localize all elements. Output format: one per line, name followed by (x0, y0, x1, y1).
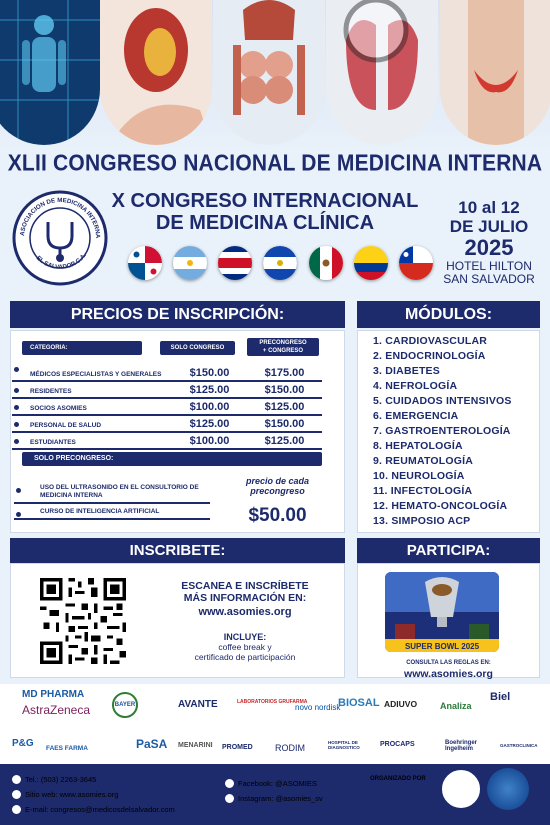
registration-qr-code[interactable] (37, 575, 129, 667)
asomies-seal-logo (12, 190, 108, 286)
modules-heading: MÓDULOS: (357, 301, 540, 328)
includes-block (150, 632, 340, 662)
argentina-flag (173, 246, 207, 280)
sponsor-logo: GASTROCLINICA (500, 743, 538, 748)
price-pre: $150.00 (264, 384, 305, 396)
bullet-icon (16, 512, 21, 517)
sponsor-logo: AVANTE (178, 699, 218, 710)
sponsor-logo: AstraZeneca (22, 703, 91, 717)
venue-hotel: HOTEL HILTON (446, 259, 532, 273)
column-header-category: CATEGORIA: (22, 341, 142, 355)
module-item: 6. EMERGENCIA (373, 410, 459, 422)
scan-line-1: ESCANEA E INSCRÍBETE (181, 580, 309, 592)
module-item: 3. DIABETES (373, 365, 440, 377)
footer-website[interactable] (12, 790, 118, 799)
date-days: 10 al 12 (458, 198, 520, 217)
bullet-icon (16, 488, 21, 493)
price-row (12, 417, 322, 433)
costa-rica-flag (218, 246, 252, 280)
kidney-image (100, 0, 212, 145)
header-photo-strip (0, 0, 550, 150)
price-pre: $175.00 (264, 367, 305, 379)
svg-text:EL SALVADOR C.A.: EL SALVADOR C.A. (34, 252, 88, 271)
register-url-link[interactable]: www.asomies.org (198, 606, 292, 618)
footer-instagram[interactable] (225, 794, 323, 803)
sponsors-strip (0, 684, 550, 764)
footer-phone (12, 775, 96, 784)
module-item: 5. CUIDADOS INTENSIVOS (373, 395, 512, 407)
column-header-solo: SOLO CONGRESO (160, 341, 235, 355)
precongress-price-note (215, 476, 340, 496)
footer-instagram-text: Instagram: @asomies_sv (238, 794, 323, 803)
footer-email[interactable] (12, 805, 175, 814)
bullet-icon (14, 405, 19, 410)
module-item: 4. NEFROLOGÍA (373, 380, 458, 392)
sponsor-logo: Biel (490, 691, 511, 703)
scan-instructions (150, 580, 340, 618)
price-solo: $125.00 (189, 418, 230, 430)
includes-line-2: certificado de participación (194, 652, 296, 662)
bullet-icon (14, 367, 19, 372)
price-row (12, 383, 322, 399)
precongress-item-label: CURSO DE INTELIGENCIA ARTIFICIAL (40, 508, 160, 515)
subtitle-line-2: DE MEDICINA CLÍNICA (155, 212, 375, 234)
phone-icon (12, 775, 21, 784)
sponsor-logo: PaSA (136, 737, 168, 751)
el-salvador-flag (263, 246, 297, 280)
price-solo: $100.00 (189, 435, 230, 447)
rules-url-link[interactable]: www.asomies.org (404, 668, 493, 680)
facebook-icon (225, 779, 234, 788)
precongress-item-label: USO DEL ULTRASONIDO EN EL CONSULTORIO DE MEDICINA INTERNA (40, 484, 199, 499)
module-item: 11. INFECTOLOGÍA (373, 485, 473, 497)
footer-website-text: Sitio web: www.asomies.org (25, 790, 119, 799)
subtitle-line-1: X CONGRESO INTERNACIONAL (111, 190, 419, 212)
congress-title: XLII CONGRESO NACIONAL DE MEDICINA INTERNA (7, 150, 543, 177)
organized-by-label: ORGANIZADO POR (370, 776, 426, 782)
price-pre: $150.00 (264, 418, 305, 430)
module-item: 13. SIMPOSIO ACP (373, 515, 471, 527)
footer-email-text: E-mail: congresos@medicosdelsalvador.com (25, 805, 175, 814)
sponsor-logo: RODIM (275, 743, 305, 753)
bullet-icon (14, 388, 19, 393)
sponsor-logo: novo nordisk (295, 703, 341, 712)
globe-icon (12, 790, 21, 799)
partner-globe-logo (487, 768, 529, 810)
event-date-venue (436, 198, 542, 286)
module-item: 8. HEPATOLOGÍA (373, 440, 463, 452)
venue-city: SAN SALVADOR (443, 272, 535, 286)
includes-title: INCLUYE: (223, 632, 267, 642)
footer-facebook-text: Facebook: @ASOMIES (238, 779, 317, 788)
precongress-price: $50.00 (248, 505, 307, 526)
super-bowl-image (385, 572, 499, 652)
price-row (12, 400, 322, 416)
price-row (12, 362, 322, 382)
module-item: 9. REUMATOLOGÍA (373, 455, 474, 467)
column-header-pre-line-2: + CONGRESO (262, 348, 304, 354)
sponsor-logo: Boehringer Ingelheim (445, 740, 478, 752)
price-solo: $100.00 (189, 401, 230, 413)
country-flags (128, 246, 433, 282)
scan-line-2: MÁS INFORMACIÓN EN: (183, 592, 307, 604)
panama-flag (128, 246, 162, 280)
module-item: 7. GASTROENTEROLOGÍA (373, 425, 511, 437)
date-month: DE JULIO (449, 217, 529, 236)
sponsor-logo: PROCAPS (380, 741, 415, 748)
module-item: 10. NEUROLOGÍA (373, 470, 465, 482)
sponsor-logo: HOSPITAL DE DIAGNOSTICO (328, 740, 360, 750)
module-item: 1. CARDIOVASCULAR (373, 335, 488, 347)
sponsor-logo: PROMED (222, 744, 253, 751)
price-category: RESIDENTES (30, 388, 72, 395)
bullet-icon (14, 422, 19, 427)
rules-caption: CONSULTA LAS REGLAS EN: (406, 660, 491, 666)
precongress-item (14, 484, 210, 504)
price-solo: $125.00 (189, 384, 230, 396)
register-heading: INSCRIBETE: (10, 538, 345, 563)
intestines-image (213, 0, 325, 145)
price-category: SOCIOS ASOMIES (30, 405, 87, 412)
sponsor-logo: FAES FARMA (46, 745, 88, 752)
sponsor-logo: MENARINI (178, 742, 213, 749)
precongress-item (14, 508, 210, 520)
column-header-pre (247, 338, 319, 356)
only-precongress-header: SOLO PRECONGRESO: (22, 452, 322, 466)
price-category: ESTUDIANTES (30, 439, 76, 446)
sponsor-logo: LABORATORIOS GRUFARMA (237, 699, 308, 705)
sponsor-logo: BIOSAL (338, 697, 380, 709)
price-pre: $125.00 (264, 435, 305, 447)
thyroid-neck-image (440, 0, 550, 145)
sponsor-logo: BAYER (112, 692, 138, 718)
super-bowl-label: SUPER BOWL 2025 (404, 642, 480, 651)
colombia-flag (354, 246, 388, 280)
sponsor-logo: P&G (12, 738, 34, 749)
sponsor-logo: Analiza (440, 701, 472, 711)
price-pre: $125.00 (264, 401, 305, 413)
price-category: MÉDICOS ESPECIALISTAS Y GENERALES (30, 371, 162, 378)
email-icon (12, 805, 21, 814)
price-row (12, 434, 322, 450)
footer-facebook[interactable] (225, 779, 317, 788)
congress-subtitle (95, 190, 435, 234)
includes-line-1: coffee break y (218, 642, 272, 652)
module-item: 12. HEMATO-ONCOLOGÍA (373, 500, 508, 512)
price-solo: $150.00 (189, 367, 230, 379)
sponsor-logo: MD PHARMA (22, 689, 85, 700)
price-category: PERSONAL DE SALUD (30, 422, 102, 429)
mexico-flag (309, 246, 343, 280)
module-item: 2. ENDOCRINOLOGÍA (373, 350, 486, 362)
chile-flag (399, 246, 433, 280)
bullet-icon (14, 439, 19, 444)
date-year: 2025 (464, 235, 514, 260)
precongress-note-line-1: precio de cada (245, 476, 310, 486)
asomies-footer-logo (440, 768, 482, 810)
sponsor-logo: ADIUVO (384, 699, 418, 709)
footer-phone-text: Tel.: (503) 2263-3645 (25, 775, 97, 784)
column-header-pre-line-1: PRECONGRESO (259, 340, 307, 346)
participate-heading: PARTICIPA: (357, 538, 540, 563)
svg-text:ASOCIACION DE MEDICINA INTERNA: ASOCIACION DE MEDICINA INTERNA (19, 197, 102, 239)
precongress-note-line-2: precongreso (250, 486, 305, 496)
prices-heading: PRECIOS DE INSCRIPCIÓN: (10, 301, 345, 328)
digital-body-image (0, 0, 100, 145)
instagram-icon (225, 794, 234, 803)
lungs-magnifier-image (326, 0, 438, 145)
